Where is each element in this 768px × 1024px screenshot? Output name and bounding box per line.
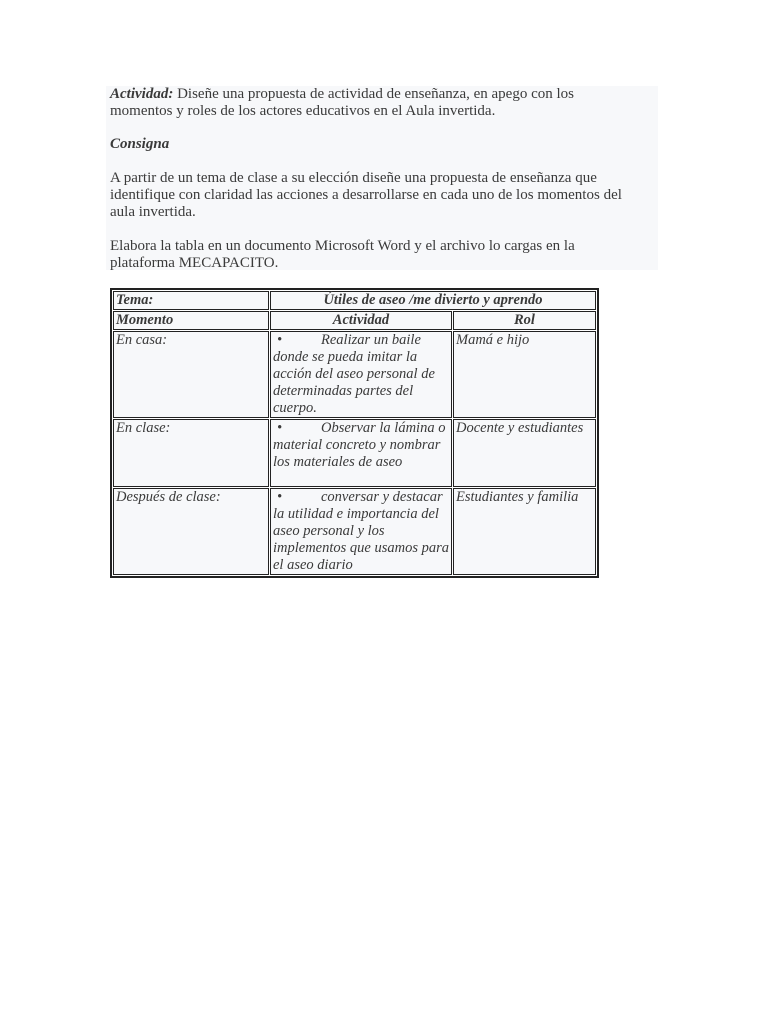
row-rol: Docente y estudiantes — [453, 419, 596, 487]
activity-text: Diseñe una propuesta de actividad de enseñanza, en apego con los momentos y roles de los actores educativos en el Aula invertida. — [110, 86, 575, 119]
instructions-block — [106, 86, 658, 270]
row-momento: En casa: — [113, 331, 269, 418]
bullet-icon: • — [277, 332, 283, 348]
row-actividad-text: Observar la lámina o material concreto y nombrar los materiales de aseo — [273, 420, 446, 470]
row-actividad-text: conversar y destacar la utilidad e importancia del aseo personal y los implementos que usamos para el aseo diario — [273, 489, 450, 573]
row-rol: Estudiantes y familia — [453, 488, 596, 575]
row-actividad — [270, 419, 452, 487]
activity-label: Actividad: — [110, 86, 174, 102]
table-row-tema — [113, 291, 596, 310]
table-header-row — [113, 311, 596, 330]
table-row — [113, 419, 596, 487]
table-row — [113, 331, 596, 418]
bullet-icon: • — [277, 489, 283, 505]
tema-label: Tema: — [113, 291, 269, 310]
header-actividad: Actividad — [270, 311, 452, 330]
lesson-plan-table — [110, 288, 599, 578]
row-rol: Mamá e hijo — [453, 331, 596, 418]
row-momento: En clase: — [113, 419, 269, 487]
row-actividad-text: Realizar un baile donde se pueda imitar la acción del aseo personal de determinadas partes del cuerpo. — [273, 332, 435, 416]
row-momento: Después de clase: — [113, 488, 269, 575]
row-actividad — [270, 488, 452, 575]
header-rol: Rol — [453, 311, 596, 330]
header-momento: Momento — [113, 311, 269, 330]
activity-paragraph — [110, 86, 630, 120]
instruction-text: Elabora la tabla en un documento Microsoft Word y el archivo lo cargas en la plataforma MECAPACITO. — [110, 238, 575, 271]
row-actividad — [270, 331, 452, 418]
tema-value: Útiles de aseo /me divierto y aprendo — [270, 291, 596, 310]
consigna-heading: Consigna — [110, 136, 170, 152]
bullet-icon: • — [277, 420, 283, 436]
table-row — [113, 488, 596, 575]
consigna-text: A partir de un tema de clase a su elección diseñe una propuesta de enseñanza que identifique con claridad las acciones a desarrollarse en cada uno de los momentos del aula invertida. — [110, 170, 622, 220]
